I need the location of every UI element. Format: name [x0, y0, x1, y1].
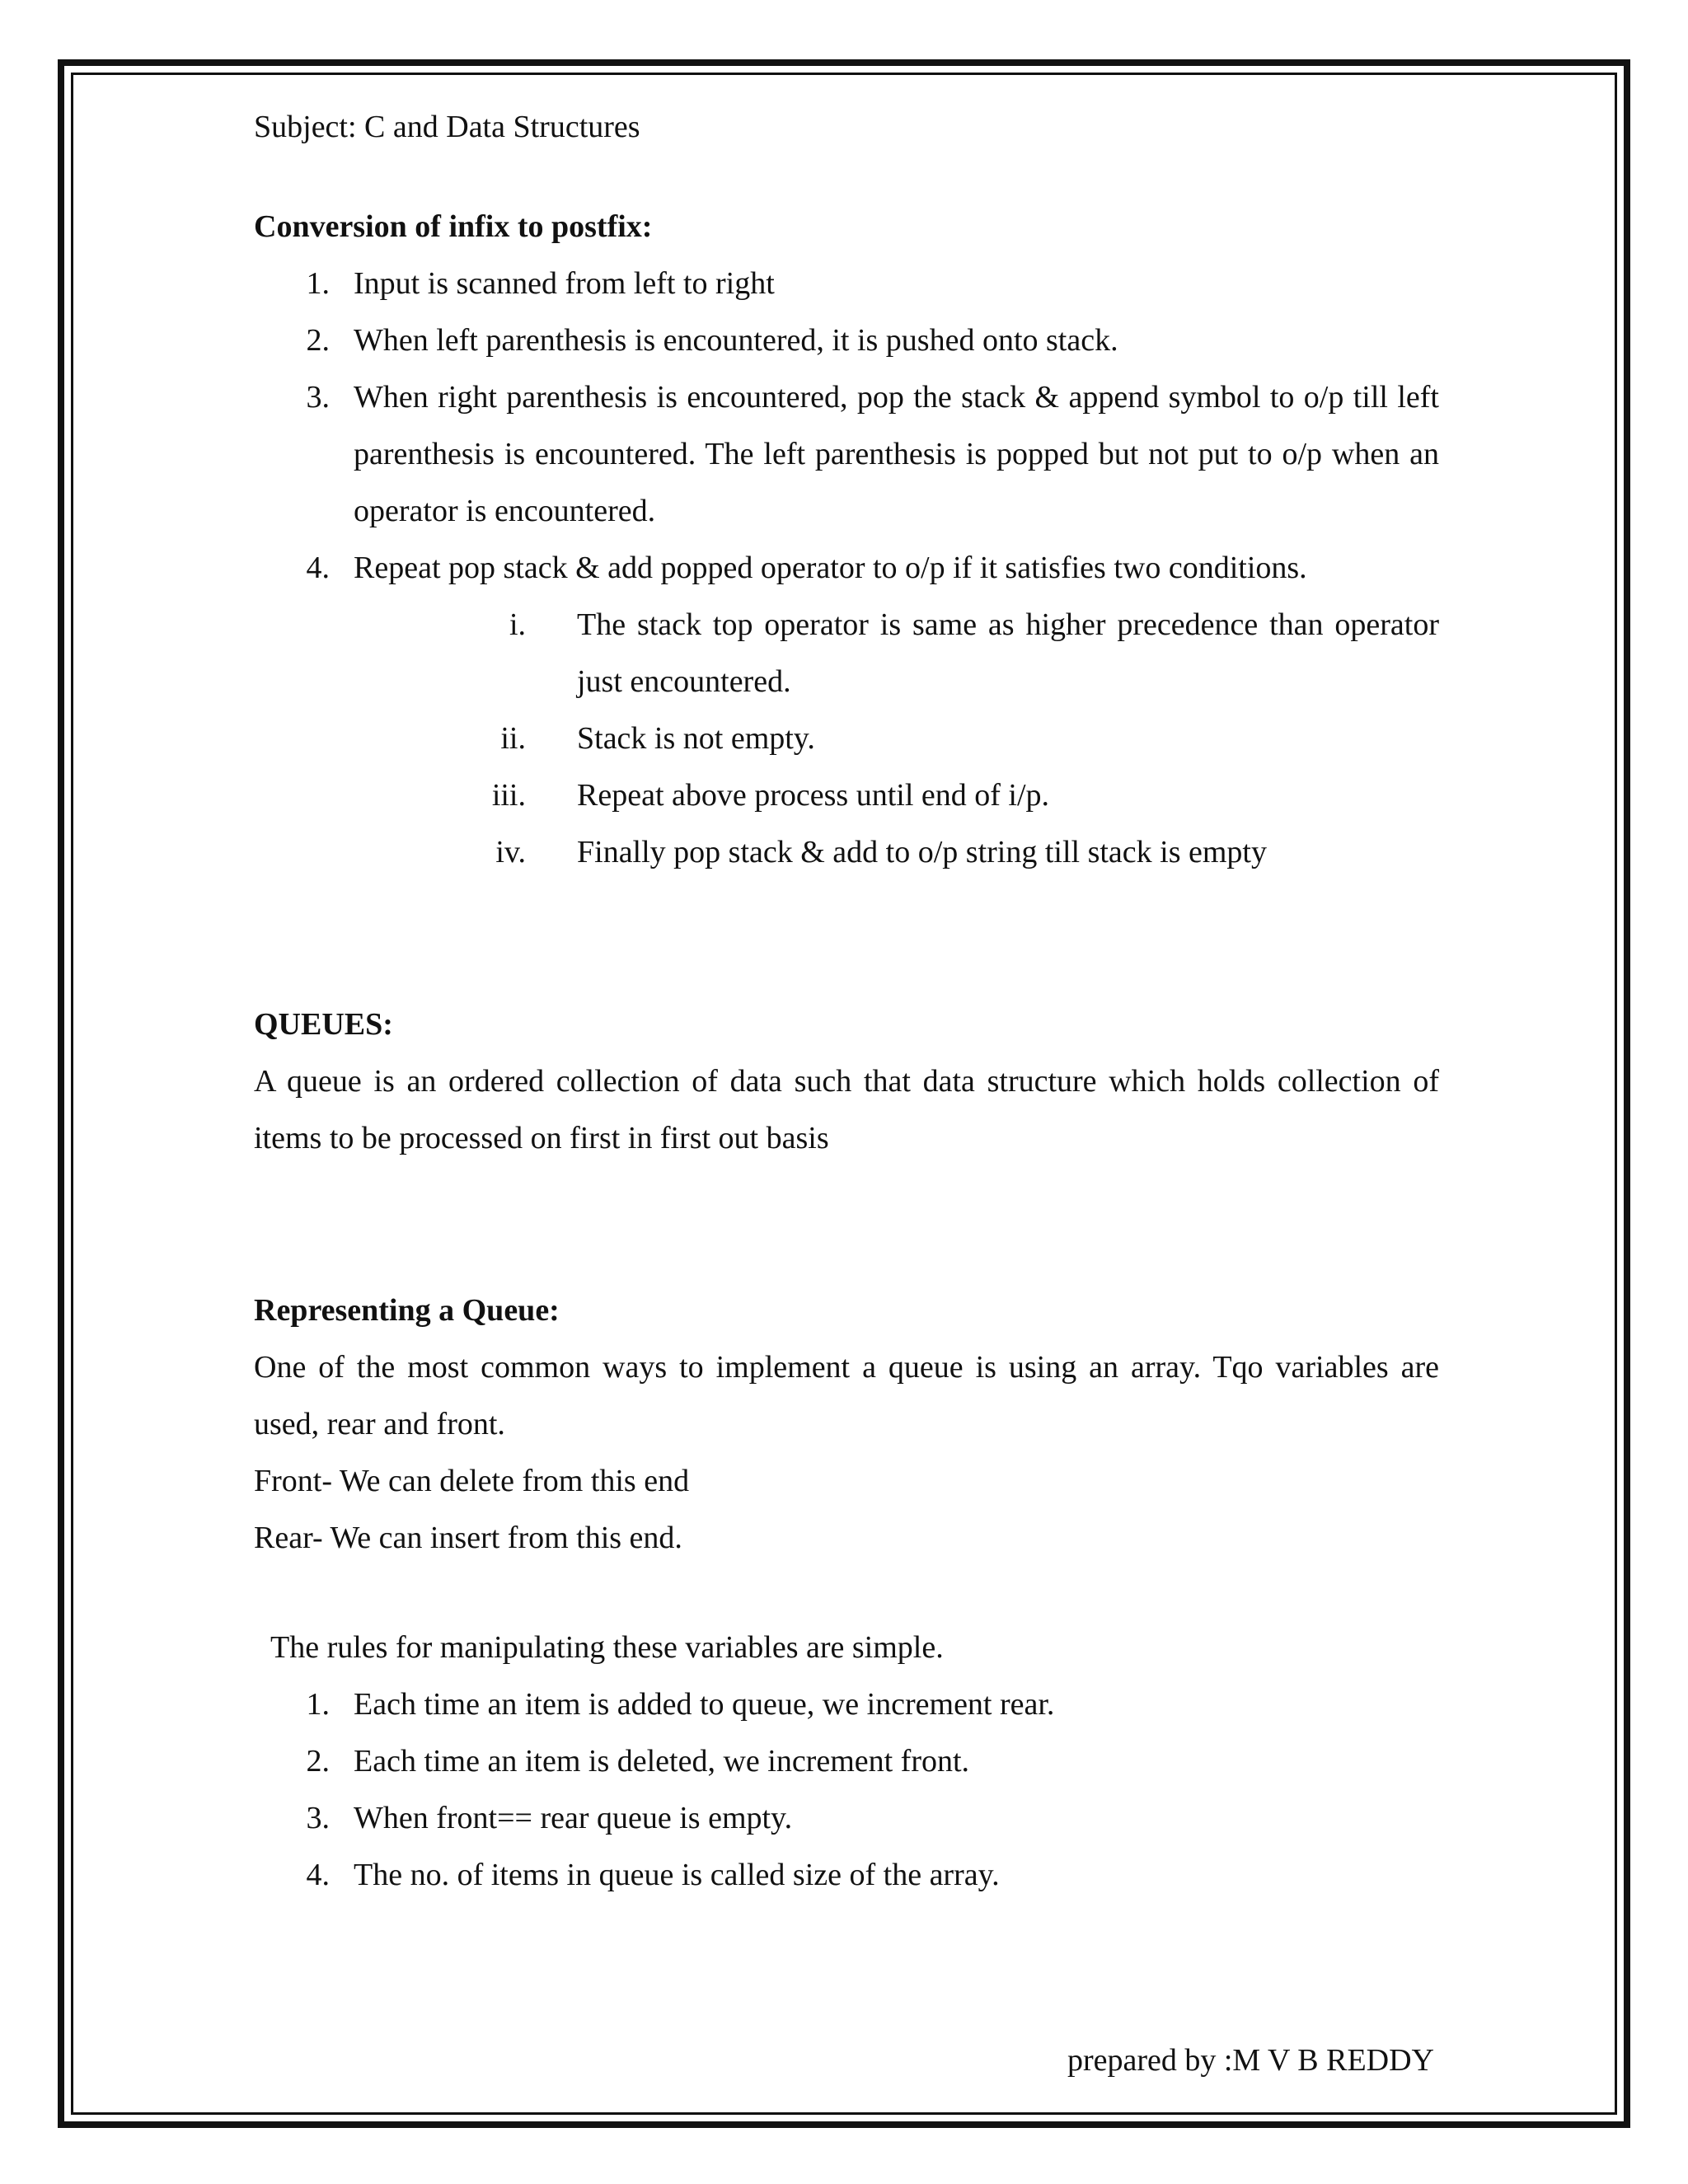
list-number: 3.	[306, 1801, 330, 1835]
heading-queues: QUEUES:	[254, 1007, 393, 1042]
list-number: 3.	[306, 380, 330, 415]
list-number: iii.	[491, 778, 526, 813]
list-number: 2.	[306, 1744, 330, 1779]
heading-representing-queue: Representing a Queue:	[254, 1293, 560, 1328]
list-item-text: When right parenthesis is encountered, pop the stack & append symbol to o/p till left parenthesis is encountered. The left parenthesis is popped but not put to o/p when an operator is encountered.	[354, 380, 1439, 528]
rules-intro: The rules for manipulating these variables are simple.	[270, 1630, 944, 1665]
list-item-text: Each time an item is added to queue, we increment rear.	[354, 1687, 1055, 1722]
list-item	[254, 597, 1439, 710]
list-item	[254, 767, 1439, 824]
rear-definition: Rear- We can insert from this end.	[254, 1521, 682, 1555]
list-item	[254, 255, 1439, 312]
list-item	[254, 1676, 1439, 1733]
list-number: 4.	[306, 551, 330, 585]
representing-paragraph: One of the most common ways to implement a queue is using an array. Tqo variables are used, rear and front.	[254, 1350, 1439, 1441]
conditions-list	[254, 597, 1439, 881]
list-number: 1.	[306, 1687, 330, 1722]
list-number: 4.	[306, 1858, 330, 1892]
front-definition: Front- We can delete from this end	[254, 1464, 690, 1498]
list-item-text: Repeat above process until end of i/p.	[577, 778, 1050, 813]
list-item	[254, 540, 1439, 597]
list-number: iv.	[495, 835, 526, 869]
list-item-text: Each time an item is deleted, we increment front.	[354, 1744, 970, 1779]
queue-rules-list	[254, 1676, 1439, 1904]
list-number: 1.	[306, 266, 330, 301]
list-number: i.	[509, 607, 526, 642]
list-item	[254, 710, 1439, 767]
queues-paragraph: A queue is an ordered collection of data such that data structure which holds collection of items to be processed on first in first out basis	[254, 1064, 1439, 1155]
list-item	[254, 369, 1439, 540]
page-content	[254, 99, 1439, 1904]
list-item-text: Finally pop stack & add to o/p string till stack is empty	[577, 835, 1267, 869]
author-footer: prepared by :M V B REDDY	[1067, 2043, 1434, 2078]
list-item-text: When left parenthesis is encountered, it is pushed onto stack.	[354, 323, 1118, 358]
list-item	[254, 1733, 1439, 1790]
list-number: 2.	[306, 323, 330, 358]
list-item-text: Repeat pop stack & add popped operator to o/p if it satisfies two conditions.	[354, 551, 1307, 585]
list-item	[254, 312, 1439, 369]
heading-infix-postfix: Conversion of infix to postfix:	[254, 209, 653, 244]
list-item-text: The stack top operator is same as higher precedence than operator just encountered.	[577, 607, 1439, 699]
list-number: ii.	[500, 721, 526, 756]
list-item	[254, 824, 1439, 881]
list-item	[254, 1790, 1439, 1847]
subject-line: Subject: C and Data Structures	[254, 110, 640, 144]
list-item	[254, 1847, 1439, 1904]
list-item-text: When front== rear queue is empty.	[354, 1801, 793, 1835]
infix-steps-list	[254, 255, 1439, 597]
list-item-text: Stack is not empty.	[577, 721, 815, 756]
list-item-text: The no. of items in queue is called size of the array.	[354, 1858, 1000, 1892]
list-item-text: Input is scanned from left to right	[354, 266, 775, 301]
